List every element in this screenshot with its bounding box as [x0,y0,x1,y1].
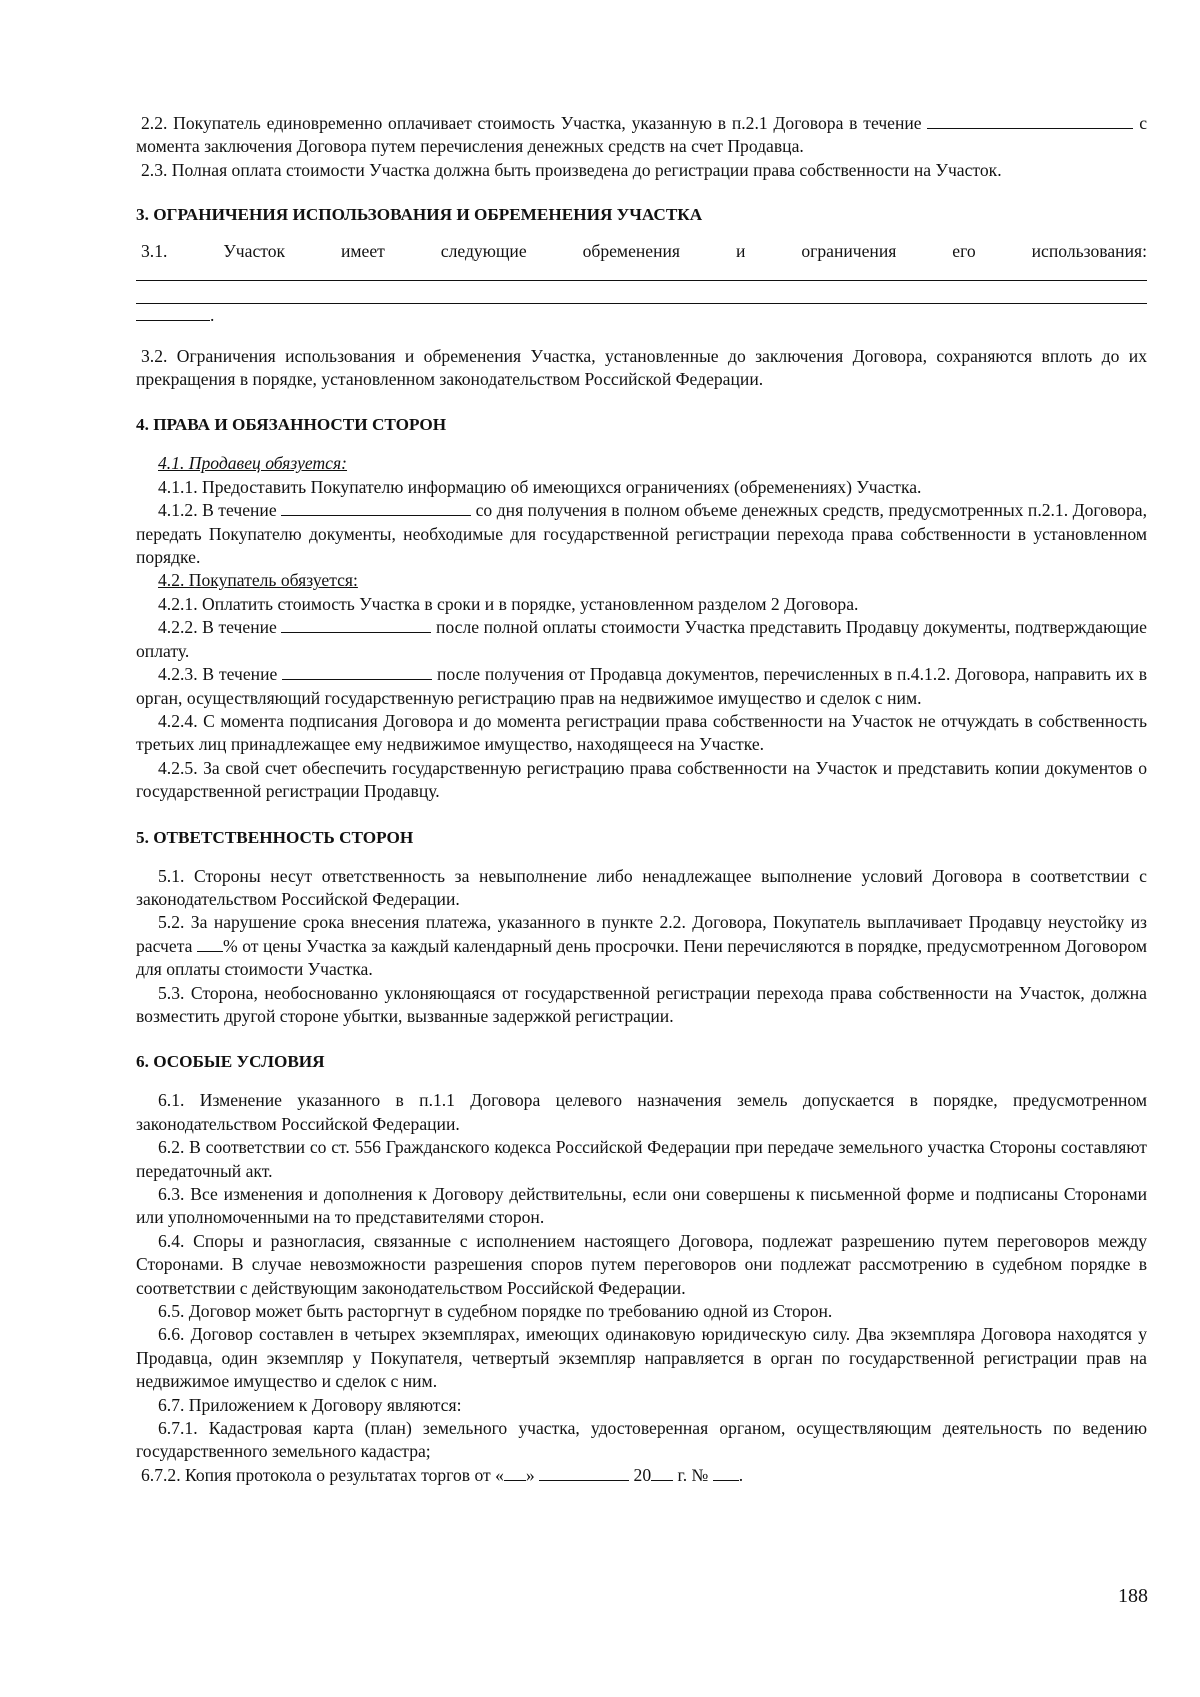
clause-3-2: 3.2. Ограничения использования и обременения Участка, установленные до заключения Договора, сохраняются вплоть до их прекращения в порядке, установленном законодательством Российской Федерации. [136,345,1147,390]
clause-4-2-4: 4.2.4. С момента подписания Договора и до момента регистрации права собственности на Участок не отчуждать в собственность третьих лиц принадлежащее ему недвижимое имущество, находящееся на Участке. [136,710,1147,755]
clause-4-2-5: 4.2.5. За свой счет обеспечить государственную регистрацию права собственности на Участок и представить копии документов о государственной регистрации Продавцу. [136,757,1147,802]
clause-6-7: 6.7. Приложением к Договору являются: [158,1394,462,1415]
term-blank [281,499,471,516]
clause-6-1: 6.1. Изменение указанного в п.1.1 Договора целевого назначения земель допускается в порядке, предусмотренном законодательством Российской Федерации. [136,1090,1147,1134]
clause-6-7-1: 6.7.1. Кадастровая карта (план) земельного участка, удостоверенная органом, осуществляющим деятельность по ведению государственного земельного кадастра; [136,1418,1147,1462]
day-blank [504,1464,526,1481]
month-blank [539,1464,629,1481]
buyer-obligations-title: 4.2. Покупатель обязуется: [158,570,358,591]
clause-6-6: 6.6. Договор составлен в четырех экземплярах, имеющих одинаковую юридическую силу. Два экземпляра Договора находятся у Продавца, один экземпляр у Покупателя, четвертый экземпляр направляется в орган по государственной регистрации прав на недвижимое имущество и сделок с ним. [136,1324,1147,1392]
page-number: 188 [1118,1585,1148,1607]
clause-6-2: 6.2. В соответствии со ст. 556 Гражданского кодекса Российской Федерации при передаче земельного участка Стороны составляют передаточный акт. [136,1137,1147,1181]
section-3-heading: 3. ОГРАНИЧЕНИЯ ИСПОЛЬЗОВАНИЯ И ОБРЕМЕНЕНИЯ УЧАСТКА [136,205,703,225]
clause-2-2: 2.2. Покупатель единовременно оплачивает стоимость Участка, указанную в п.2.1 Договора в течение с момента заключения Договора путем перечисления денежных средств на счет Продавца. [136,113,1147,157]
clause-4-1-1: 4.1.1. Предоставить Покупателю информацию об имеющихся ограничениях (обременениях) Участка. [158,476,922,497]
year-blank [651,1464,673,1481]
clause-5-2: 5.2. За нарушение срока внесения платежа, указанного в пункте 2.2. Договора, Покупатель выплачивает Продавцу неустойку из расчета % от цены Участка за каждый календарный день просрочки. Пени перечисляются в порядке, предусмотренном Договором для оплаты стоимости Участка. [136,912,1147,980]
term-blank [927,112,1133,129]
percent-blank [197,935,223,952]
clause-4-2-3: 4.2.3. В течение после получения от Продавца документов, перечисленных в п.4.1.2. Договора, направить их в орган, осуществляющий государственную регистрацию прав на недвижимое имущество и сделок с ним. [136,664,1147,708]
term-blank [282,663,432,680]
seller-obligations-title: 4.1. Продавец обязуется: [158,453,348,474]
clause-6-4: 6.4. Споры и разногласия, связанные с исполнением настоящего Договора, подлежат разрешению путем переговоров между Сторонами. В случае невозможности разрешения споров путем переговоров они подлежат рассмотрению в судебном порядке в соответствии с действующим законодательством Российской Федерации. [136,1230,1147,1298]
clause-5-1: 5.1. Стороны несут ответственность за невыполнение либо ненадлежащее выполнение условий Договора в соответствии с законодательством Российской Федерации. [136,865,1147,909]
clause-5-3: 5.3. Сторона, необоснованно уклоняющаяся от государственной регистрации перехода права собственности на Участок, должна возместить другой стороне убытки, вызванные задержкой регистрации. [136,982,1147,1026]
clause-4-1-2: 4.1.2. В течение со дня получения в полном объеме денежных средств, предусмотренных п.2.1. Договора, передать Покупателю документы, необходимые для государственной регистрации перехода права собственности в установленном порядке. [136,500,1147,568]
clause-6-5: 6.5. Договор может быть расторгнут в судебном порядке по требованию одной из Сторон. [158,1301,833,1322]
document-page [136,112,1147,1487]
section-6-heading: 6. ОСОБЫЕ УСЛОВИЯ [136,1052,325,1072]
number-blank [713,1464,739,1481]
clause-3-1: 3.1. Участок имеет следующие обременения и ограничения его использования: [141,241,1147,262]
clause-4-2-1: 4.2.1. Оплатить стоимость Участка в сроки и в порядке, установленном разделом 2 Договора. [158,593,859,614]
blank-line [136,281,1147,304]
clause-6-7-2: 6.7.2. Копия протокола о результатах торгов от « » 20 г. № . [141,1464,744,1485]
blank-short [136,304,210,321]
clause-3-1-end: . [136,304,1147,327]
section-4-heading: 4. ПРАВА И ОБЯЗАННОСТИ СТОРОН [136,415,447,435]
term-blank [281,616,431,633]
clause-2-3: 2.3. Полная оплата стоимости Участка должна быть произведена до регистрации права собственности на Участок. [141,159,1002,180]
section-5-heading: 5. ОТВЕТСТВЕННОСТЬ СТОРОН [136,827,414,847]
clause-4-2-2: 4.2.2. В течение после полной оплаты стоимости Участка представить Продавцу документы, подтверждающие оплату. [136,617,1147,661]
clause-6-3: 6.3. Все изменения и дополнения к Договору действительны, если они совершены к письменной форме и подписаны Сторонами или уполномоченными на то представителями сторон. [136,1184,1147,1228]
